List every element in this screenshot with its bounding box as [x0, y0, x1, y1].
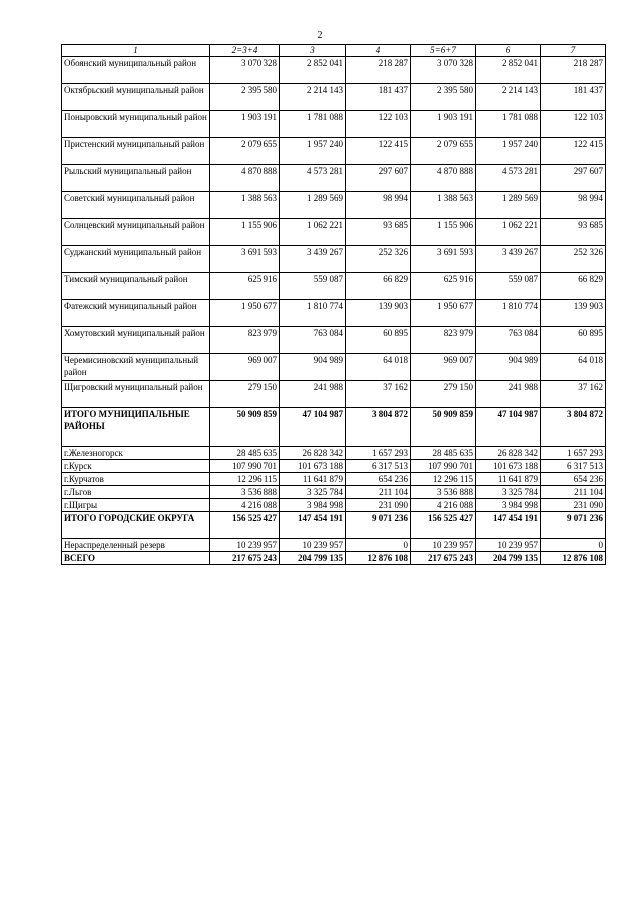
cell-value: 1 155 906	[411, 219, 476, 246]
cell-value: 3 536 888	[210, 486, 280, 499]
column-header: 1	[62, 45, 210, 57]
table-header-row	[62, 45, 606, 57]
cell-value: 2 395 580	[210, 84, 280, 111]
cell-value: 279 150	[210, 381, 280, 408]
cell-value: 2 395 580	[411, 84, 476, 111]
cell-value: 297 607	[346, 165, 411, 192]
cell-value: 204 799 135	[476, 552, 541, 565]
cell-value: 122 415	[346, 138, 411, 165]
cell-value: 107 990 701	[210, 460, 280, 473]
cell-value: 181 437	[346, 84, 411, 111]
row-name: Пристенский муниципальный район	[62, 138, 210, 165]
row-name: Тимский муниципальный район	[62, 273, 210, 300]
cell-value: 47 104 987	[476, 408, 541, 447]
cell-value: 156 525 427	[210, 512, 280, 539]
cell-value: 1 810 774	[476, 300, 541, 327]
column-header: 5=6+7	[411, 45, 476, 57]
cell-value: 156 525 427	[411, 512, 476, 539]
row-name: г.Курчатов	[62, 473, 210, 486]
row-name: Обоянский муниципальный район	[62, 57, 210, 84]
cell-value: 1 781 088	[280, 111, 346, 138]
table-row	[62, 165, 606, 192]
row-name: ИТОГО ГОРОДСКИЕ ОКРУГА	[62, 512, 210, 539]
cell-value: 1 062 221	[476, 219, 541, 246]
cell-value: 1 289 569	[476, 192, 541, 219]
cell-value: 823 979	[210, 327, 280, 354]
cell-value: 1 657 293	[541, 447, 606, 460]
cell-value: 1 950 677	[210, 300, 280, 327]
cell-value: 4 870 888	[411, 165, 476, 192]
table-row	[62, 354, 606, 381]
cell-value: 3 439 267	[280, 246, 346, 273]
cell-value: 3 325 784	[476, 486, 541, 499]
cell-value: 10 239 957	[280, 539, 346, 552]
row-name: Щигровский муниципальный район	[62, 381, 210, 408]
cell-value: 0	[541, 539, 606, 552]
cell-value: 3 804 872	[541, 408, 606, 447]
cell-value: 4 573 281	[476, 165, 541, 192]
cell-value: 3 691 593	[210, 246, 280, 273]
cell-value: 904 989	[476, 354, 541, 381]
subtotal-row	[62, 512, 606, 539]
cell-value: 823 979	[411, 327, 476, 354]
cell-value: 217 675 243	[210, 552, 280, 565]
cell-value: 204 799 135	[280, 552, 346, 565]
cell-value: 1 062 221	[280, 219, 346, 246]
cell-value: 1 388 563	[210, 192, 280, 219]
row-name: ВСЕГО	[62, 552, 210, 565]
cell-value: 12 296 115	[210, 473, 280, 486]
cell-value: 101 673 188	[280, 460, 346, 473]
cell-value: 231 090	[346, 499, 411, 512]
cell-value: 4 216 088	[411, 499, 476, 512]
subtotal-row	[62, 408, 606, 447]
column-header: 4	[346, 45, 411, 57]
cell-value: 11 641 879	[280, 473, 346, 486]
cell-value: 0	[346, 539, 411, 552]
cell-value: 10 239 957	[411, 539, 476, 552]
table-row	[62, 84, 606, 111]
cell-value: 2 852 041	[280, 57, 346, 84]
row-name: Фатежский муниципальный район	[62, 300, 210, 327]
cell-value: 279 150	[411, 381, 476, 408]
table-row	[62, 300, 606, 327]
cell-value: 3 439 267	[476, 246, 541, 273]
cell-value: 654 236	[346, 473, 411, 486]
row-name: г.Щигры	[62, 499, 210, 512]
table-row	[62, 57, 606, 84]
row-name: Рыльский муниципальный район	[62, 165, 210, 192]
row-name: Нераспределенный резерв	[62, 539, 210, 552]
table-row	[62, 273, 606, 300]
table-row	[62, 447, 606, 460]
cell-value: 211 104	[541, 486, 606, 499]
cell-value: 37 162	[541, 381, 606, 408]
table-row	[62, 499, 606, 512]
cell-value: 218 287	[541, 57, 606, 84]
cell-value: 2 214 143	[280, 84, 346, 111]
cell-value: 3 804 872	[346, 408, 411, 447]
cell-value: 139 903	[541, 300, 606, 327]
cell-value: 60 895	[541, 327, 606, 354]
cell-value: 122 103	[541, 111, 606, 138]
cell-value: 241 988	[280, 381, 346, 408]
cell-value: 37 162	[346, 381, 411, 408]
cell-value: 181 437	[541, 84, 606, 111]
cell-value: 122 415	[541, 138, 606, 165]
cell-value: 1 388 563	[411, 192, 476, 219]
row-name: г.Железногорск	[62, 447, 210, 460]
cell-value: 241 988	[476, 381, 541, 408]
cell-value: 50 909 859	[411, 408, 476, 447]
cell-value: 47 104 987	[280, 408, 346, 447]
row-name: г.Льгов	[62, 486, 210, 499]
cell-value: 3 536 888	[411, 486, 476, 499]
table-row	[62, 473, 606, 486]
cell-value: 211 104	[346, 486, 411, 499]
budget-table	[61, 44, 606, 565]
cell-value: 28 485 635	[210, 447, 280, 460]
cell-value: 10 239 957	[476, 539, 541, 552]
cell-value: 969 007	[210, 354, 280, 381]
cell-value: 252 326	[541, 246, 606, 273]
table-row	[62, 138, 606, 165]
table-row	[62, 219, 606, 246]
cell-value: 64 018	[541, 354, 606, 381]
cell-value: 107 990 701	[411, 460, 476, 473]
cell-value: 12 296 115	[411, 473, 476, 486]
cell-value: 1 781 088	[476, 111, 541, 138]
cell-value: 625 916	[411, 273, 476, 300]
cell-value: 1 950 677	[411, 300, 476, 327]
cell-value: 1 657 293	[346, 447, 411, 460]
cell-value: 101 673 188	[476, 460, 541, 473]
column-header: 7	[541, 45, 606, 57]
row-name: Солнцевский муниципальный район	[62, 219, 210, 246]
cell-value: 1 810 774	[280, 300, 346, 327]
cell-value: 969 007	[411, 354, 476, 381]
grand-total-row	[62, 552, 606, 565]
cell-value: 252 326	[346, 246, 411, 273]
table-row	[62, 327, 606, 354]
cell-value: 1 289 569	[280, 192, 346, 219]
cell-value: 4 216 088	[210, 499, 280, 512]
cell-value: 297 607	[541, 165, 606, 192]
cell-value: 218 287	[346, 57, 411, 84]
cell-value: 231 090	[541, 499, 606, 512]
cell-value: 28 485 635	[411, 447, 476, 460]
cell-value: 904 989	[280, 354, 346, 381]
cell-value: 50 909 859	[210, 408, 280, 447]
cell-value: 654 236	[541, 473, 606, 486]
cell-value: 3 984 998	[280, 499, 346, 512]
column-header: 3	[280, 45, 346, 57]
cell-value: 4 573 281	[280, 165, 346, 192]
cell-value: 98 994	[346, 192, 411, 219]
row-name: Поныровский муниципальный район	[62, 111, 210, 138]
cell-value: 9 071 236	[346, 512, 411, 539]
cell-value: 10 239 957	[210, 539, 280, 552]
row-name: Октябрьский муниципальный район	[62, 84, 210, 111]
cell-value: 147 454 191	[280, 512, 346, 539]
cell-value: 93 685	[541, 219, 606, 246]
table-row	[62, 381, 606, 408]
table-row	[62, 460, 606, 473]
cell-value: 60 895	[346, 327, 411, 354]
cell-value: 66 829	[346, 273, 411, 300]
cell-value: 66 829	[541, 273, 606, 300]
cell-value: 2 214 143	[476, 84, 541, 111]
cell-value: 2 079 655	[411, 138, 476, 165]
cell-value: 3 325 784	[280, 486, 346, 499]
cell-value: 2 852 041	[476, 57, 541, 84]
cell-value: 1 957 240	[476, 138, 541, 165]
table-row	[62, 192, 606, 219]
row-name: Хомутовский муниципальный район	[62, 327, 210, 354]
cell-value: 763 084	[280, 327, 346, 354]
cell-value: 1 903 191	[411, 111, 476, 138]
table-row	[62, 486, 606, 499]
cell-value: 2 079 655	[210, 138, 280, 165]
cell-value: 1 903 191	[210, 111, 280, 138]
cell-value: 122 103	[346, 111, 411, 138]
cell-value: 1 957 240	[280, 138, 346, 165]
table-row	[62, 111, 606, 138]
cell-value: 3 070 328	[210, 57, 280, 84]
cell-value: 139 903	[346, 300, 411, 327]
table-row	[62, 246, 606, 273]
column-header: 2=3+4	[210, 45, 280, 57]
row-name: г.Курск	[62, 460, 210, 473]
cell-value: 26 828 342	[476, 447, 541, 460]
cell-value: 147 454 191	[476, 512, 541, 539]
cell-value: 6 317 513	[346, 460, 411, 473]
cell-value: 3 070 328	[411, 57, 476, 84]
table-row	[62, 539, 606, 552]
cell-value: 26 828 342	[280, 447, 346, 460]
cell-value: 98 994	[541, 192, 606, 219]
cell-value: 559 087	[476, 273, 541, 300]
cell-value: 12 876 108	[541, 552, 606, 565]
row-name: ИТОГО МУНИЦИПАЛЬНЫЕ РАЙОНЫ	[62, 408, 210, 447]
row-name: Советский муниципальный район	[62, 192, 210, 219]
cell-value: 4 870 888	[210, 165, 280, 192]
row-name: Черемисиновский муниципальный район	[62, 354, 210, 381]
cell-value: 9 071 236	[541, 512, 606, 539]
cell-value: 6 317 513	[541, 460, 606, 473]
column-header: 6	[476, 45, 541, 57]
cell-value: 763 084	[476, 327, 541, 354]
cell-value: 559 087	[280, 273, 346, 300]
cell-value: 11 641 879	[476, 473, 541, 486]
row-name: Суджанский муниципальный район	[62, 246, 210, 273]
cell-value: 93 685	[346, 219, 411, 246]
cell-value: 3 691 593	[411, 246, 476, 273]
cell-value: 1 155 906	[210, 219, 280, 246]
cell-value: 3 984 998	[476, 499, 541, 512]
cell-value: 12 876 108	[346, 552, 411, 565]
page-number: 2	[317, 30, 323, 41]
cell-value: 217 675 243	[411, 552, 476, 565]
cell-value: 625 916	[210, 273, 280, 300]
cell-value: 64 018	[346, 354, 411, 381]
